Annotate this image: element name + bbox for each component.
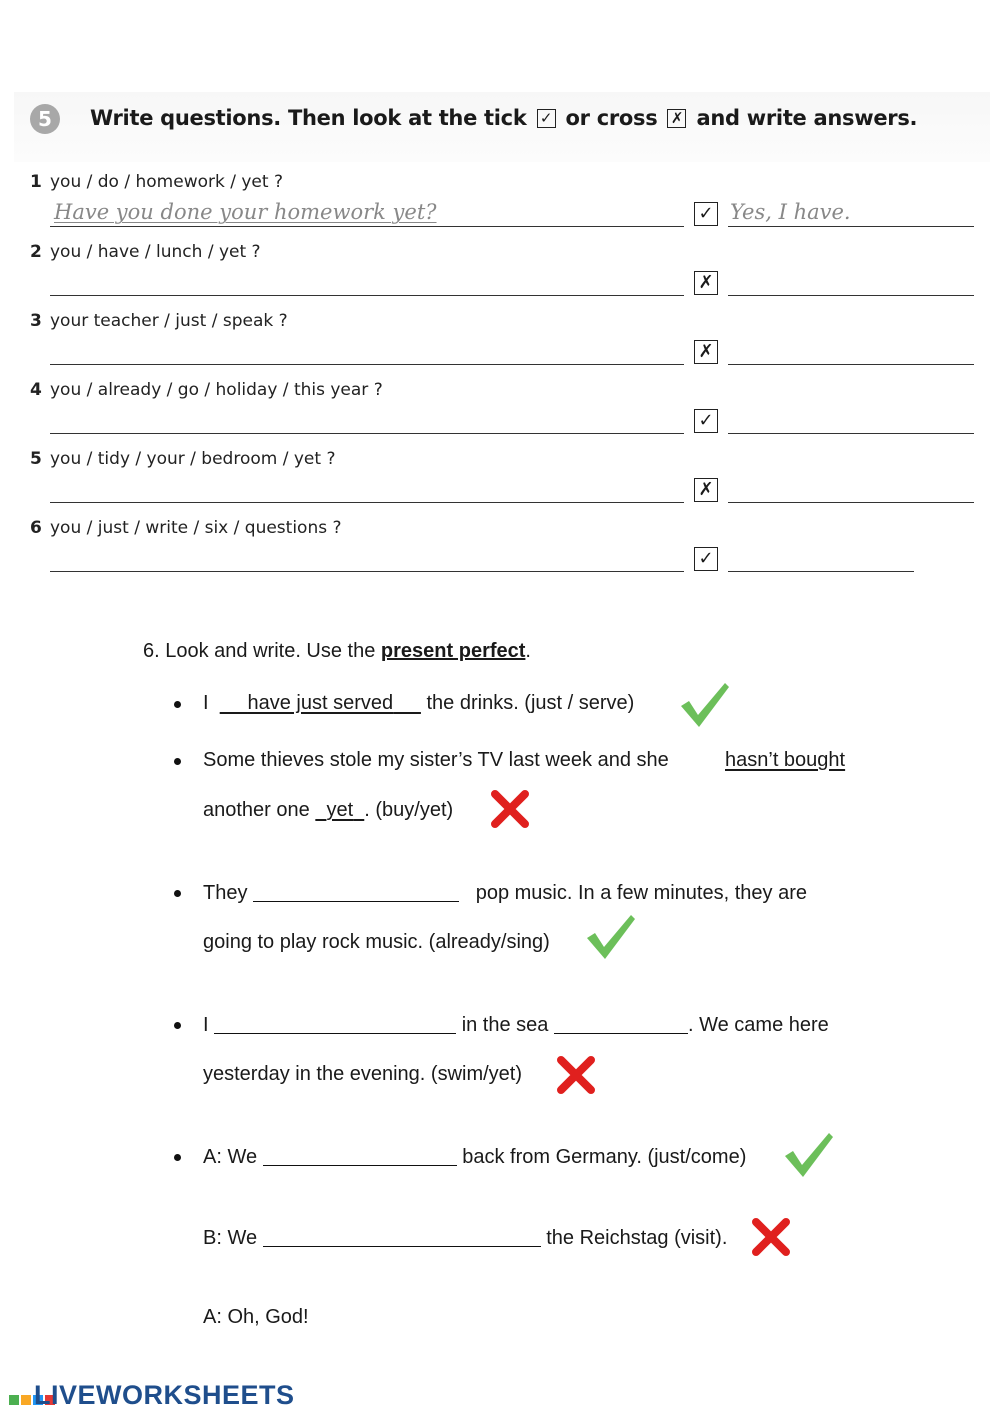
bullet-dot (174, 1022, 181, 1029)
tick-icon: ✓ (537, 109, 556, 128)
short-answer-line-1[interactable] (728, 192, 974, 227)
question-prompt-4: 4 you / already / go / holiday / this year ? (30, 380, 383, 400)
question-text-1: Have you done your homework yet? (54, 200, 437, 224)
question-prompt-1: 1 you / do / homework / yet ? (30, 172, 283, 192)
cross-icon: ✗ (694, 340, 718, 364)
red-cross-icon (556, 1055, 596, 1095)
answer-blank-4b[interactable] (554, 1013, 688, 1034)
bullet-dot (174, 701, 181, 708)
red-cross-icon (490, 789, 530, 829)
short-answer-text-1: Yes, I have. (730, 200, 851, 224)
exercise-5-instructions: Write questions. Then look at the tick ✓ or cross ✗ and write answers. (90, 106, 918, 130)
question-prompt-6: 6 you / just / write / six / questions ? (30, 518, 342, 538)
dialogue-line-b: B: We the Reichstag (visit). (203, 1227, 728, 1249)
answer-blank-2b[interactable]: yet (326, 799, 354, 821)
answer-blank-1[interactable]: have just served (247, 692, 394, 714)
question-prompt-2: 2 you / have / lunch / yet ? (30, 242, 261, 262)
answer-blank-2a[interactable]: hasn’t bought (725, 749, 846, 771)
short-answer-line-5[interactable] (728, 468, 974, 503)
question-answer-line-2[interactable] (50, 261, 684, 296)
question-answer-line-4[interactable] (50, 399, 684, 434)
cross-icon: ✗ (694, 478, 718, 502)
exercise-number-badge: 5 (30, 104, 60, 134)
short-answer-line-4[interactable] (728, 399, 974, 434)
green-check-icon (782, 1130, 836, 1180)
question-answer-line-6[interactable] (50, 537, 684, 572)
question-prompt-3: 3 your teacher / just / speak ? (30, 311, 288, 331)
exercise-5-header (14, 92, 990, 162)
tick-icon: ✓ (694, 547, 718, 571)
sentence-3-line-2: going to play rock music. (already/sing) (203, 931, 550, 953)
question-prompt-5: 5 you / tidy / your / bedroom / yet ? (30, 449, 336, 469)
liveworksheets-logo: LIVEWORKSHEETS (8, 1380, 295, 1411)
green-check-icon (678, 680, 732, 730)
logo-icon (8, 1394, 32, 1406)
short-answer-line-3[interactable] (728, 330, 974, 365)
exercise-6-instructions: 6. Look and write. Use the present perfect. (143, 640, 531, 662)
answer-blank-5a[interactable] (263, 1145, 457, 1166)
sentence-4-line-2: yesterday in the evening. (swim/yet) (203, 1063, 523, 1085)
bullet-dot (174, 1154, 181, 1161)
dialogue-line-a1: A: We back from Germany. (just/come) (203, 1146, 747, 1168)
question-answer-line-1[interactable] (50, 192, 684, 227)
answer-blank-3[interactable] (253, 881, 459, 902)
sentence-4-line-1: I in the sea . We came here (203, 1014, 829, 1036)
bullet-dot (174, 758, 181, 765)
sentence-3-line-1: They pop music. In a few minutes, they are (203, 882, 807, 904)
short-answer-line-6[interactable] (728, 537, 914, 572)
sentence-1: I have just served the drinks. (just / serve) (203, 692, 635, 714)
question-answer-line-5[interactable] (50, 468, 684, 503)
present-perfect-emphasis: present perfect (380, 640, 526, 662)
bullet-dot (174, 890, 181, 897)
answer-blank-5b[interactable] (263, 1226, 541, 1247)
answer-blank-4a[interactable] (214, 1013, 456, 1034)
tick-icon: ✓ (694, 409, 718, 433)
question-answer-line-3[interactable] (50, 330, 684, 365)
cross-icon: ✗ (667, 109, 686, 128)
sentence-2-line-1: Some thieves stole my sister’s TV last week and she (203, 749, 669, 771)
red-cross-icon (751, 1217, 791, 1257)
cross-icon: ✗ (694, 271, 718, 295)
green-check-icon (584, 912, 638, 962)
short-answer-line-2[interactable] (728, 261, 974, 296)
tick-icon: ✓ (694, 202, 718, 226)
sentence-2-line-2: another one yet . (buy/yet) (203, 799, 454, 821)
dialogue-line-a2: A: Oh, God! (203, 1306, 309, 1328)
